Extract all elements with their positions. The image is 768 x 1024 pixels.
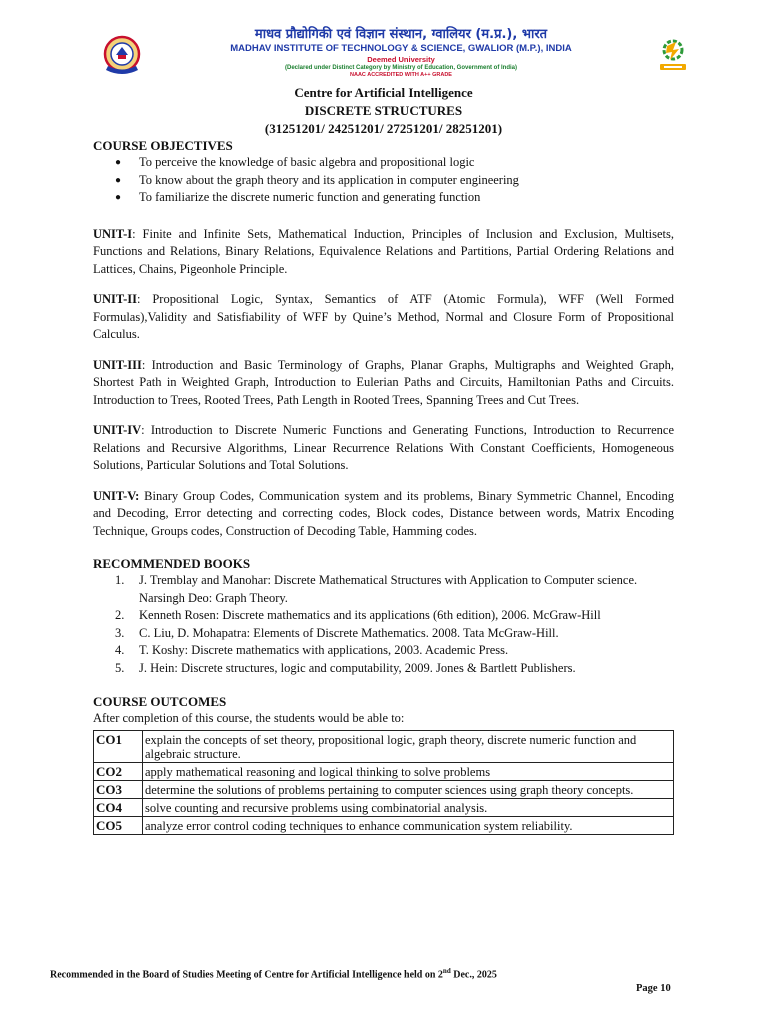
table-row [94, 762, 674, 780]
objective-item: ● To familiarize the discrete numeric function and generating function [93, 189, 674, 207]
book-number: 2. [115, 608, 125, 622]
book-item [93, 572, 674, 607]
book-item [93, 642, 674, 660]
unit-name: UNIT-III [93, 357, 142, 372]
book-text: C. Liu, D. Mohapatra: Elements of Discrete Mathematics. 2008. Tata McGraw-Hill. [139, 625, 559, 640]
objective-item: ● To know about the graph theory and its application in computer engineering [93, 172, 674, 190]
unit-text: : Introduction to Discrete Numeric Functions and Generating Functions, Introduction to Recurrence Relations and Recursive Algorithms, Linear Recurrence Relations With Constant Coefficients, Homogeneous Solutions, Particular Solutions and Total Solutions. [93, 423, 674, 472]
institute-seal-logo [100, 34, 144, 78]
institute-name-english: MADHAV INSTITUTE OF TECHNOLOGY & SCIENCE, GWALIOR (M.P.), INDIA [230, 43, 572, 54]
book-item [93, 607, 674, 625]
unit-name: UNIT-IV [93, 423, 142, 437]
outcome-code: CO4 [94, 798, 143, 816]
page-number: Page 10 [636, 983, 671, 994]
document-titles [93, 84, 674, 138]
table-row [94, 780, 674, 798]
book-item [93, 625, 674, 643]
outcomes-heading: COURSE OUTCOMES [93, 694, 227, 709]
course-title: DISCRETE STRUCTURES [304, 103, 463, 118]
book-number: 1. [115, 573, 125, 587]
centre-title: Centre for Artificial Intelligence [294, 85, 473, 100]
table-row [94, 816, 674, 834]
unit-name: UNIT-V: [93, 488, 140, 503]
book-item [93, 660, 674, 678]
table-row [94, 798, 674, 816]
institute-name-hindi: माधव प्रौद्योगिकी एवं विज्ञान संस्थान, ग्वालियर (म.प्र.), भारत [254, 27, 548, 42]
unit-text: : Introduction and Basic Terminology of Graphs, Planar Graphs, Multigraphs and Weighted Graph, Shortest Path in Weighted Graph, Introduction to Eulerian Paths and Circuits, Hamiltonian Paths and Circuits. Introduction to Trees, Rooted Trees, Path Length in Rooted Trees, Spanning Trees and Cut Trees. [93, 357, 674, 407]
outcomes-table [93, 730, 674, 835]
note-end: Dec., 2025 [450, 969, 497, 981]
unit-2-paragraph [93, 291, 674, 344]
outcome-text: solve counting and recursive problems using combinatorial analysis. [143, 798, 674, 816]
institute-emblem-logo [652, 36, 694, 76]
unit-4-paragraph [93, 422, 674, 475]
book-number: 5. [115, 660, 125, 675]
outcome-code: CO3 [94, 780, 143, 798]
board-of-studies-note [50, 967, 497, 980]
objective-item: ● To perceive the knowledge of basic algebra and propositional logic [93, 154, 674, 172]
outcome-text: explain the concepts of set theory, propositional logic, graph theory, discrete numeric function and algebraic structure. [143, 730, 674, 762]
outcome-code: CO2 [94, 762, 143, 780]
course-codes: (31251201/ 24251201/ 27251201/ 28251201) [264, 121, 503, 136]
note-main: Recommended in the Board of Studies Meeting of Centre for Artificial Intelligence held on 2 [50, 969, 443, 981]
books-list [93, 572, 674, 677]
unit-3-paragraph [93, 357, 674, 410]
outcome-text: analyze error control coding techniques to enhance communication system reliability. [143, 816, 674, 834]
table-row [94, 730, 674, 762]
unit-name: UNIT-II [93, 292, 138, 306]
outcome-text: apply mathematical reasoning and logical thinking to solve problems [143, 762, 674, 780]
book-number: 3. [115, 625, 125, 640]
book-text: J. Tremblay and Manohar: Discrete Mathematical Structures with Application to Computer science. Narsingh Deo: Graph Theory. [139, 573, 638, 605]
unit-text: : Propositional Logic, Syntax, Semantics of ATF (Atomic Formula), WFF (Well Formed Formulas),Validity and Satisfiability of WFF by Quine’s Method, Normal and Closure Form of Propositional Calculus. [93, 292, 674, 341]
outcomes-intro: After completion of this course, the students would be able to: [93, 711, 405, 725]
book-text: Kenneth Rosen: Discrete mathematics and its applications (6th edition), 2006. McGraw-Hill [139, 608, 601, 622]
outcome-text: determine the solutions of problems pertaining to computer sciences using graph theory concepts. [143, 780, 674, 798]
books-heading: RECOMMENDED BOOKS [93, 556, 251, 571]
book-number: 4. [115, 643, 125, 657]
unit-text: Binary Group Codes, Communication system and its problems, Binary Symmetric Channel, Encoding and Decoding, Error detecting and correcting codes, Block codes, Distance between words, Matrix Encoding Technique, Groups codes, Construction of Decoding Table, Hamming codes. [93, 488, 674, 538]
syllabus-content [93, 137, 674, 835]
outcome-code: CO5 [94, 816, 143, 834]
outcome-code: CO1 [94, 730, 143, 762]
objectives-list [93, 154, 674, 207]
institute-header [96, 24, 700, 80]
unit-5-paragraph [93, 488, 674, 541]
unit-text: : Finite and Infinite Sets, Mathematical Induction, Principles of Inclusion and Exclusion, Multisets, Functions and Relations, Binary Relations, Equivalence Relations and Partitions, Partial Ordering Relations and Lattices, Chains, Pigeonhole Principle. [93, 226, 674, 276]
book-text: J. Hein: Discrete structures, logic and computability, 2009. Jones & Bartlett Publishers. [139, 660, 576, 675]
unit-name: UNIT-I [93, 226, 133, 241]
declaration-note: (Declared under Distinct Category by Ministry of Education, Government of India) [284, 65, 518, 71]
objectives-heading: COURSE OBJECTIVES [93, 138, 233, 153]
naac-accreditation: NAAC ACCREDITED WITH A++ GRADE [350, 72, 452, 78]
note-superscript: nd [442, 967, 451, 975]
book-text: T. Koshy: Discrete mathematics with applications, 2003. Academic Press. [139, 643, 509, 657]
deemed-university-label: Deemed University [367, 55, 435, 64]
unit-1-paragraph [93, 226, 674, 279]
